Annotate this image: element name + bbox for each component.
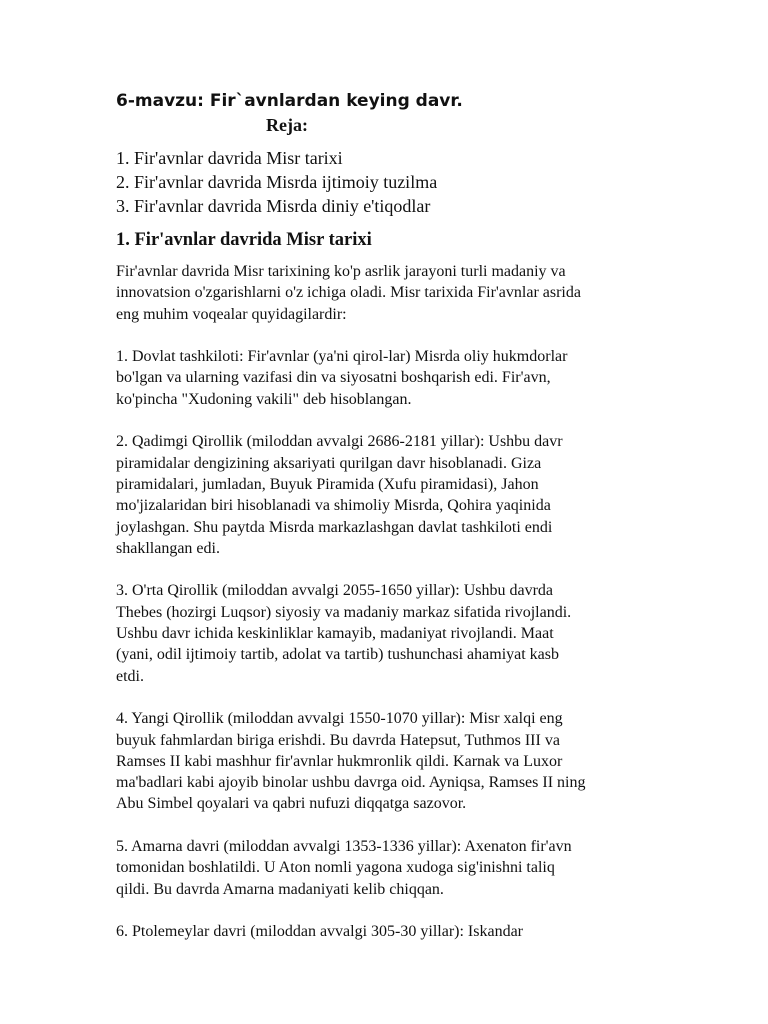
paragraph-middle-kingdom bbox=[116, 580, 676, 686]
text-line: 5. Amarna davri (miloddan avvalgi 1353-1336 yillar): Axenaton fir'avn bbox=[116, 838, 572, 856]
text-line: 3. O'rta Qirollik (miloddan avvalgi 2055-1650 yillar): Ushbu davrda bbox=[116, 582, 554, 600]
text-line: Abu Simbel qoyalari va qabri nufuzi diqqatga sazovor. bbox=[116, 795, 467, 813]
text-line: eng muhim voqealar quyidagilardir: bbox=[116, 305, 347, 323]
paragraph-state-organization bbox=[116, 346, 676, 410]
text-line: ma'badlari kabi ajoyib binolar ushbu davrga oid. Ayniqsa, Ramses II ning bbox=[116, 774, 586, 792]
text-line: etdi. bbox=[116, 667, 144, 685]
text-line: 4. Yangi Qirollik (miloddan avvalgi 1550-1070 yillar): Misr xalqi eng bbox=[116, 710, 563, 728]
topic-title: 6-mavzu: Fir`avnlardan keying davr. bbox=[116, 91, 463, 111]
paragraph-ptolemaic-period bbox=[116, 921, 676, 942]
paragraph-new-kingdom bbox=[116, 708, 676, 814]
plan-item: 2. Fir'avnlar davrida Misrda ijtimoiy tuzilma bbox=[116, 172, 438, 192]
text-line: joylashgan. Shu paytda Misrda markazlashgan davlat tashkiloti endi bbox=[116, 518, 553, 536]
text-line: innovatsion o'zgarishlarni o'z ichiga oladi. Misr tarixida Fir'avnlar asrida bbox=[116, 284, 581, 302]
paragraph-amarna-period bbox=[116, 836, 676, 900]
text-line: tomonidan boshlatildi. U Aton nomli yagona xudoga sig'inishni taliq bbox=[116, 859, 555, 877]
text-line: qildi. Bu davrda Amarna madaniyati kelib chiqqan. bbox=[116, 880, 444, 898]
text-line: ko'pincha "Xudoning vakili" deb hisoblangan. bbox=[116, 390, 412, 408]
text-line: 1. Dovlat tashkiloti: Fir'avnlar (ya'ni qirol-lar) Misrda oliy hukmdorlar bbox=[116, 348, 568, 366]
text-line: Ramses II kabi mashhur fir'avnlar hukmronlik qildi. Karnak va Luxor bbox=[116, 752, 563, 770]
text-line: Thebes (hozirgi Luqsor) siyosiy va madaniy markaz sifatida rivojlandi. bbox=[116, 603, 572, 621]
text-line: piramidalar dengizining aksariyati qurilgan davr hisoblanadi. Giza bbox=[116, 454, 542, 472]
paragraph-old-kingdom bbox=[116, 431, 676, 559]
plan-list bbox=[116, 146, 437, 218]
text-line: Ushbu davr ichida keskinliklar kamayib, madaniyat rivojlandi. Maat bbox=[116, 625, 554, 643]
section-heading: 1. Fir'avnlar davrida Misr tarixi bbox=[116, 230, 372, 250]
text-line: bo'lgan va ularning vazifasi din va siyosatni boshqarish edi. Fir'avn, bbox=[116, 369, 551, 387]
text-line: 2. Qadimgi Qirollik (miloddan avvalgi 2686-2181 yillar): Ushbu davr bbox=[116, 433, 563, 451]
body-text bbox=[116, 261, 676, 964]
text-line: shakllangan edi. bbox=[116, 539, 220, 557]
text-line: buyuk fahmlardan biriga erishdi. Bu davrda Hatepsut, Tuthmos III va bbox=[116, 731, 560, 749]
text-line: 6. Ptolemeylar davri (miloddan avvalgi 305-30 yillar): Iskandar bbox=[116, 923, 523, 941]
plan-item: 1. Fir'avnlar davrida Misr tarixi bbox=[116, 148, 343, 168]
text-line: Fir'avnlar davrida Misr tarixining ko'p asrlik jarayoni turli madaniy va bbox=[116, 263, 566, 280]
paragraph-intro bbox=[116, 261, 676, 325]
text-line: mo'jizalaridan biri hisoblanadi va shimoliy Misrda, Qohira yaqinida bbox=[116, 497, 551, 515]
text-line: piramidalari, jumladan, Buyuk Piramida (Xufu piramidasi), Jahon bbox=[116, 475, 539, 493]
plan-item: 3. Fir'avnlar davrida Misrda diniy e'tiqodlar bbox=[116, 196, 431, 216]
text-line: (yani, odil ijtimoiy tartib, adolat va tartib) tushunchasi ahamiyat kasb bbox=[116, 646, 560, 664]
plan-heading: Reja: bbox=[266, 115, 308, 135]
